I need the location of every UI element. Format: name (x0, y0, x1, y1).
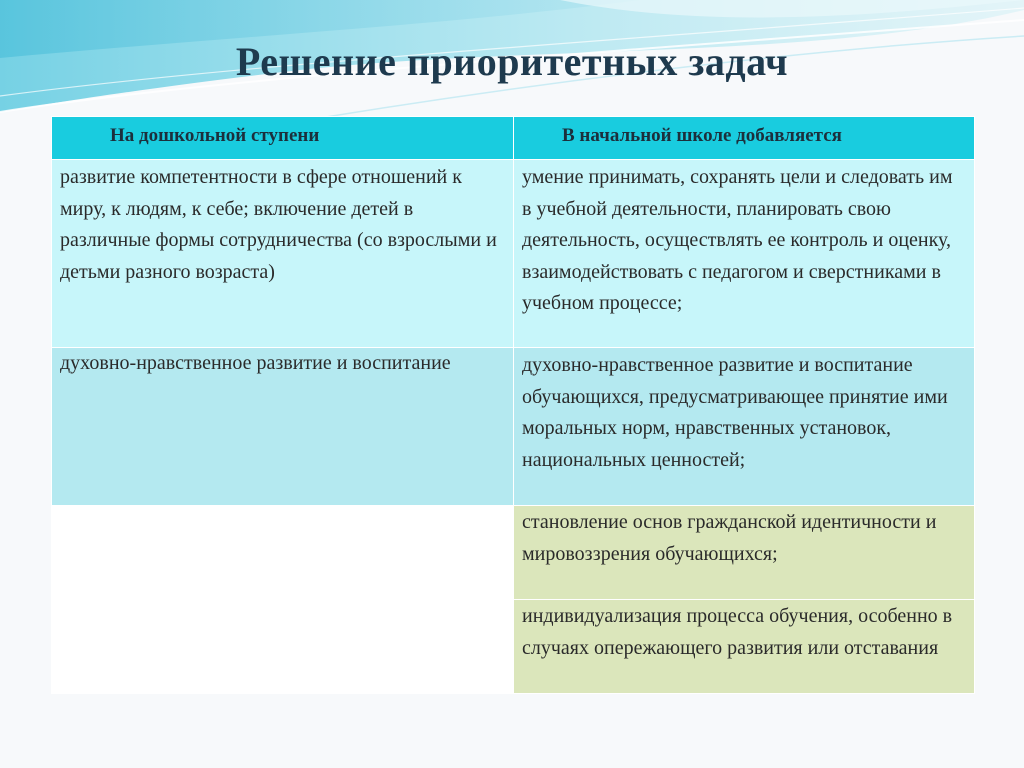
table-cell-empty (52, 600, 514, 694)
cell-text: становление основ гражданской идентичности и мировоззрения обучающихся; (522, 511, 937, 565)
table-row (52, 348, 975, 506)
header-primary-school: В начальной школе добавляется (514, 117, 975, 160)
cell-text (60, 600, 505, 601)
table-row (52, 600, 975, 694)
cell-text: духовно-нравственное развитие и воспитание (60, 352, 451, 374)
slide-title: Решение приоритетных задач (235, 39, 789, 84)
table-cell-primary (514, 506, 975, 600)
comparison-table (51, 116, 975, 694)
table-cell-primary (514, 348, 975, 506)
table-header-row (52, 117, 975, 160)
cell-text: развитие компетентности в сфере отношений к миру, к людям, к себе; включение детей в различные формы сотрудничества (со взрослыми и детьми разного возраста) (60, 166, 497, 283)
table-cell-preschool (52, 160, 514, 348)
cell-text (60, 506, 505, 507)
cell-text: умение принимать, сохранять цели и следовать им в учебной деятельности, планировать свою деятельность, осуществлять ее контроль и оценку, взаимодействовать с педагогом и сверстниками в учебном процессе; (522, 166, 953, 314)
cell-text: индивидуализация процесса обучения, особенно в случаях опережающего развития или отставания (522, 605, 953, 659)
header-preschool: На дошкольной ступени (52, 117, 514, 160)
table-row (52, 160, 975, 348)
table-cell-preschool (52, 348, 514, 506)
table-row (52, 506, 975, 600)
table-cell-primary (514, 600, 975, 694)
cell-text: духовно-нравственное развитие и воспитание обучающихся, предусматривающее принятие ими моральных норм, нравственных установок, национальных ценностей; (522, 354, 948, 471)
table-cell-primary (514, 160, 975, 348)
table-cell-empty (52, 506, 514, 600)
